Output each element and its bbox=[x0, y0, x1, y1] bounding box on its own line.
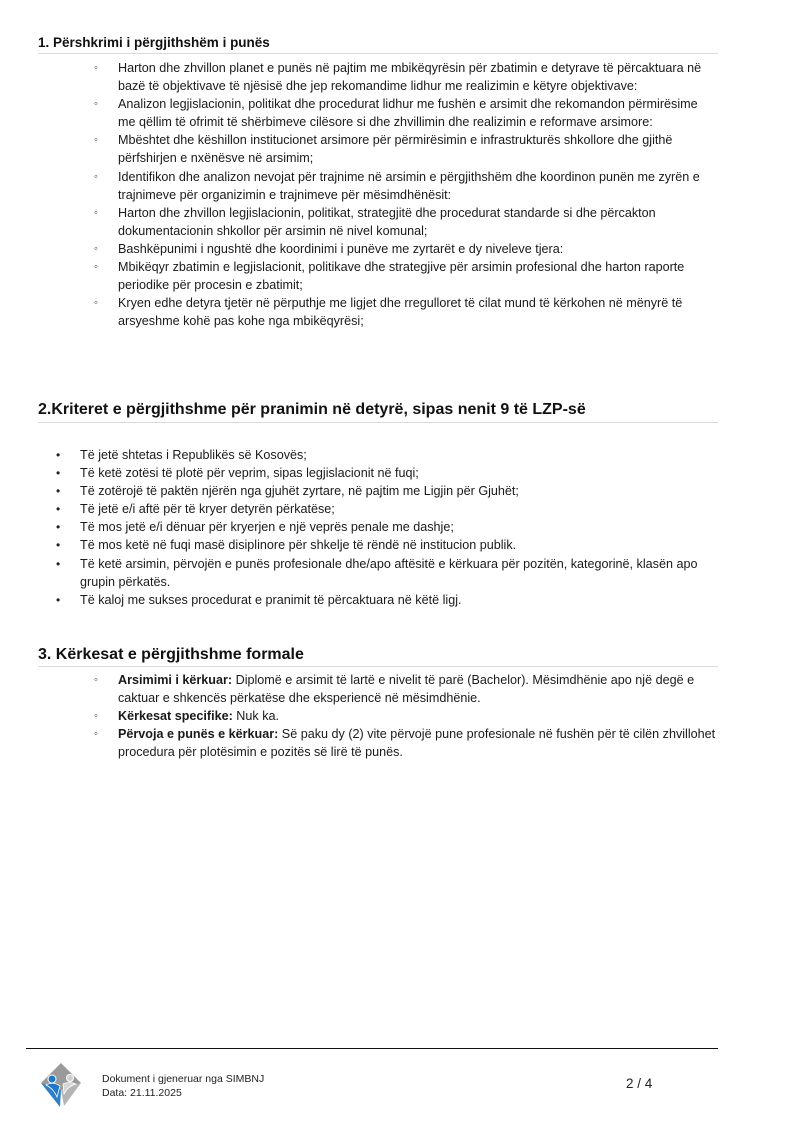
list-item: • Të jetë e/i aftë për të kryer detyrën përkatëse; bbox=[80, 500, 720, 518]
requirement-specific bbox=[118, 707, 718, 725]
list-item: ◦ Identifikon dhe analizon nevojat për trajnime në arsimin e përgjithshëm dhe koordinon punën me zyrën e trajnimeve për organizimin e trajnimeve për mësimdhënësit: bbox=[118, 168, 718, 204]
list-item: ◦ Analizon legjislacionin, politikat dhe procedurat lidhur me fushën e arsimit dhe rekomandon përmirësime me qëllim të ofrimit të shërbimeve cilësore si dhe zhvillimin dhe realizimin e reformave arsimore: bbox=[118, 95, 718, 131]
section-1-title: 1. Përshkrimi i përgjithshëm i punës bbox=[38, 35, 718, 54]
list-item: • Të jetë shtetas i Republikës së Kosovës; bbox=[80, 446, 720, 464]
list-item: • Të kaloj me sukses procedurat e pranimit të përcaktuara në këtë ligj. bbox=[80, 591, 720, 609]
footer-divider bbox=[26, 1048, 718, 1049]
list-item: ◦ Kryen edhe detyra tjetër në përputhje me ligjet dhe rregulloret të cilat mund të kërkohen në mënyrë të arsyeshme kohë pas kohe nga mbikëqyrësi; bbox=[118, 294, 718, 330]
requirement-text: Nuk ka. bbox=[232, 709, 280, 724]
general-criteria-list bbox=[80, 446, 720, 609]
requirement-experience bbox=[118, 725, 718, 761]
requirement-label: Përvoja e punës e kërkuar: bbox=[118, 727, 279, 742]
list-item: • Të zotërojë të paktën njërën nga gjuhët zyrtare, në pajtim me Ligjin për Gjuhët; bbox=[80, 482, 720, 500]
list-item: • Të mos jetë e/i dënuar për kryerjen e një veprës penale me dashje; bbox=[80, 518, 720, 536]
list-item: • Të ketë arsimin, përvojën e punës profesionale dhe/apo aftësitë e kërkuara për pozitën, kategorinë, klasën apo grupin përkatës. bbox=[80, 555, 720, 591]
document-date: Data: 21.11.2025 bbox=[102, 1087, 182, 1099]
requirement-label: Kërkesat specifike: bbox=[118, 709, 233, 724]
generated-by-text: Dokument i gjeneruar nga SIMBNJ bbox=[102, 1073, 265, 1085]
list-item: • Të ketë zotësi të plotë për veprim, sipas legjislacionit në fuqi; bbox=[80, 464, 720, 482]
simbnj-logo-icon bbox=[40, 1062, 82, 1108]
requirement-label: Arsimimi i kërkuar: bbox=[118, 673, 233, 687]
list-item: ◦ Harton dhe zhvillon planet e punës në pajtim me mbikëqyrësin për zbatimin e detyrave të përcaktuara në bazë të objektivave të njësisë dhe jep rekomandime lidhur me realizimin e këtyre objektivave: bbox=[118, 59, 718, 95]
list-item: • Të mos ketë në fuqi masë disiplinore për shkelje të rëndë në institucion publik. bbox=[80, 536, 720, 554]
requirement-education bbox=[118, 671, 718, 707]
footer-info bbox=[102, 1072, 264, 1100]
page-number: 2 / 4 bbox=[626, 1076, 653, 1091]
job-description-list bbox=[118, 59, 718, 330]
list-item: ◦ Harton dhe zhvillon legjislacionin, politikat, strategjitë dhe procedurat standarde si dhe përcakton dokumentacionin shkollor për arsimin në nivel komunal; bbox=[118, 204, 718, 240]
section-3-title: 3. Kërkesat e përgjithshme formale bbox=[38, 646, 718, 667]
requirement-text: Diplomë e arsimit të lartë e nivelit të parë (Bachelor). Mësimdhënie apo një degë e caktuar e shkencës përkatëse dhe eksperiencë në mësimdhënie. bbox=[118, 673, 695, 706]
list-item: ◦ Mbikëqyr zbatimin e legjislacionit, politikave dhe strategjive për arsimin profesional dhe harton raporte periodike për procesin e zbatimit; bbox=[118, 258, 718, 294]
list-item: ◦ Mbështet dhe këshillon institucionet arsimore për përmirësimin e infrastrukturës shkollore dhe gjithë përfshirjen e nxënësve në arsimim; bbox=[118, 131, 718, 167]
formal-requirements-list bbox=[118, 671, 718, 761]
requirement-text: Së paku dy (2) vite përvojë pune profesionale në fushën për të cilën zhvillohet procedura për plotësimin e pozitës së lirë të punës. bbox=[118, 727, 716, 760]
section-2-title: 2.Kriteret e përgjithshme për pranimin në detyrë, sipas nenit 9 të LZP-së bbox=[38, 401, 718, 423]
list-item: ◦ Bashkëpunimi i ngushtë dhe koordinimi i punëve me zyrtarët e dy niveleve tjera: bbox=[118, 240, 718, 258]
